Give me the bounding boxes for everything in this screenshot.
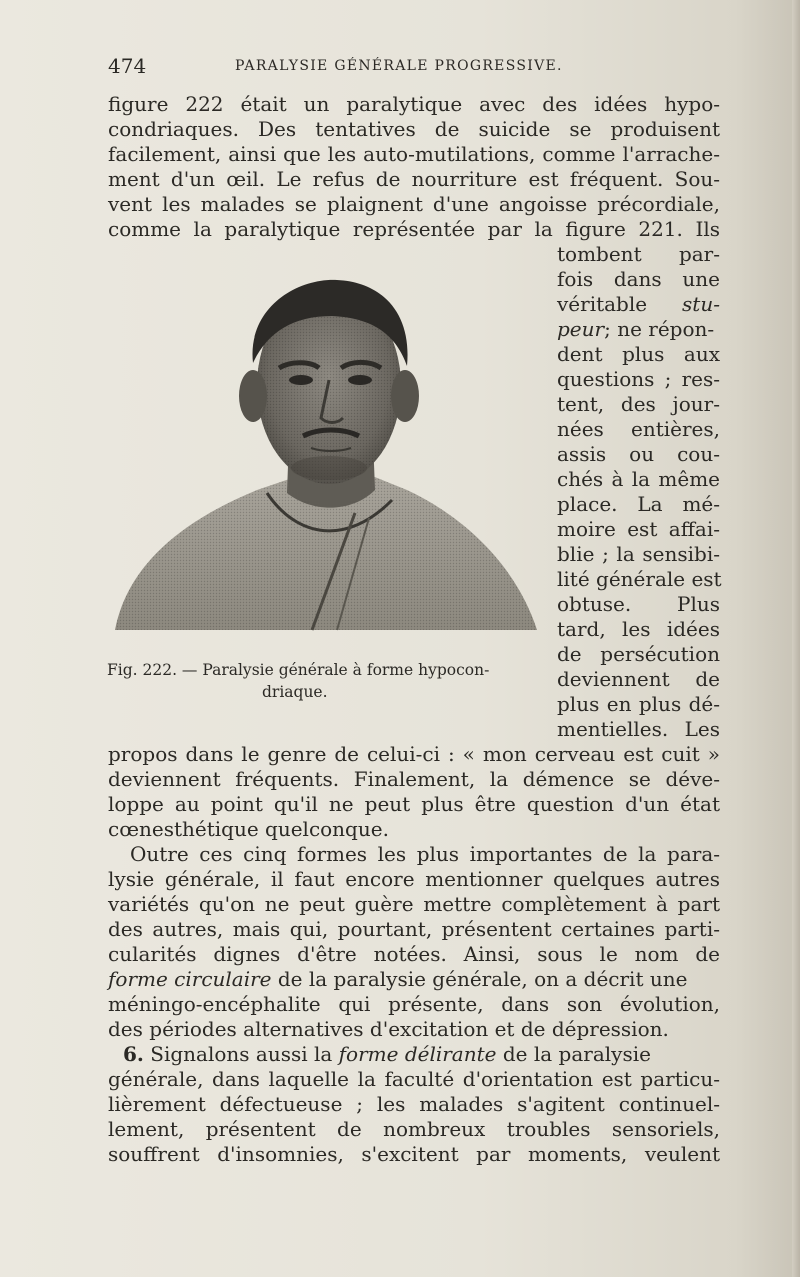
text-line: des périodes alternatives d'excitation et de dépression. xyxy=(108,1017,669,1041)
text-line: tent, des jour- xyxy=(557,392,720,416)
text-fragment: Signalons aussi la xyxy=(143,1042,339,1066)
text-line: condriaques. Des tentatives de suicide se produisent xyxy=(108,117,720,141)
text-line xyxy=(108,967,720,992)
page-edge xyxy=(792,0,800,1277)
text-line xyxy=(557,317,720,342)
text-line: générale, dans laquelle la faculté d'orientation est particu- xyxy=(108,1067,720,1091)
text-fragment-italic: forme circulaire xyxy=(108,967,272,991)
text-line: variétés qu'on ne peut guère mettre complètement à part xyxy=(108,892,720,916)
section-number: 6. xyxy=(123,1042,144,1066)
portrait-image xyxy=(107,268,543,632)
text-fragment-italic: stu- xyxy=(682,292,720,316)
figure-caption: Fig. 222. — Paralysie générale à forme hypocon- xyxy=(107,661,490,679)
text-line: lysie générale, il faut encore mentionner quelques autres xyxy=(108,867,720,891)
text-fragment: de la paralysie générale, on a décrit une xyxy=(271,967,688,991)
text-line: méningo-encéphalite qui présente, dans son évolution, xyxy=(108,992,720,1016)
text-line: plus en plus dé- xyxy=(557,692,720,716)
text-fragment-italic: peur xyxy=(557,317,605,341)
text-line: ment d'un œil. Le refus de nourriture est fréquent. Sou- xyxy=(108,167,720,191)
text-line: lement, présentent de nombreux troubles sensoriels, xyxy=(108,1117,720,1141)
text-line: de persécution xyxy=(557,642,720,666)
text-fragment-italic: forme délirante xyxy=(338,1042,497,1066)
text-line: des autres, mais qui, pourtant, présentent certaines parti- xyxy=(108,917,720,941)
text-line: obtuse. Plus xyxy=(557,592,720,616)
text-line: vent les malades se plaignent d'une angoisse précordiale, xyxy=(108,192,720,216)
text-line: loppe au point qu'il ne peut plus être question d'un état xyxy=(108,792,720,816)
text-fragment: véritable xyxy=(557,292,648,316)
text-line: nées entières, xyxy=(557,417,720,441)
text-line xyxy=(557,292,720,317)
text-line: assis ou cou- xyxy=(557,442,720,466)
text-line: facilement, ainsi que les auto-mutilations, comme l'arrache- xyxy=(108,142,720,166)
text-fragment: de la paralysie xyxy=(496,1042,651,1066)
text-line: mentielles. Les xyxy=(557,717,720,741)
text-line: Outre ces cinq formes les plus importantes de la para- xyxy=(130,842,720,866)
figure-caption: driaque. xyxy=(262,683,328,701)
text-line: questions ; res- xyxy=(557,367,720,391)
running-header xyxy=(108,54,720,82)
text-line: cularités dignes d'être notées. Ainsi, sous le nom de xyxy=(108,942,720,966)
running-title: PARALYSIE GÉNÉRALE PROGRESSIVE. xyxy=(235,58,563,74)
text-line: souffrent d'insomnies, s'excitent par moments, veulent xyxy=(108,1142,720,1166)
text-line xyxy=(123,1042,720,1067)
text-line: place. La mé- xyxy=(557,492,720,516)
text-line: chés à la même xyxy=(557,467,720,491)
text-line: comme la paralytique représentée par la figure 221. Ils xyxy=(108,217,720,241)
figure-photograph xyxy=(107,268,543,632)
text-line: tombent par- xyxy=(557,242,720,266)
text-fragment: ; ne répon- xyxy=(604,317,715,341)
text-line: fois dans une xyxy=(557,267,720,291)
text-line: dent plus aux xyxy=(557,342,720,366)
text-line: blie ; la sensibi- xyxy=(557,542,720,566)
text-line: deviennent fréquents. Finalement, la démence se déve- xyxy=(108,767,720,791)
text-line: tard, les idées xyxy=(557,617,720,641)
text-line: lièrement défectueuse ; les malades s'agitent continuel- xyxy=(108,1092,720,1116)
text-line: lité générale est xyxy=(557,567,722,591)
text-line: figure 222 était un paralytique avec des idées hypo- xyxy=(108,92,720,116)
text-line: cœnesthétique quelconque. xyxy=(108,817,389,841)
text-line: moire est affai- xyxy=(557,517,720,541)
text-line: propos dans le genre de celui-ci : « mon cerveau est cuit » xyxy=(108,742,720,766)
page-number: 474 xyxy=(108,54,147,78)
text-line: deviennent de xyxy=(557,667,720,691)
